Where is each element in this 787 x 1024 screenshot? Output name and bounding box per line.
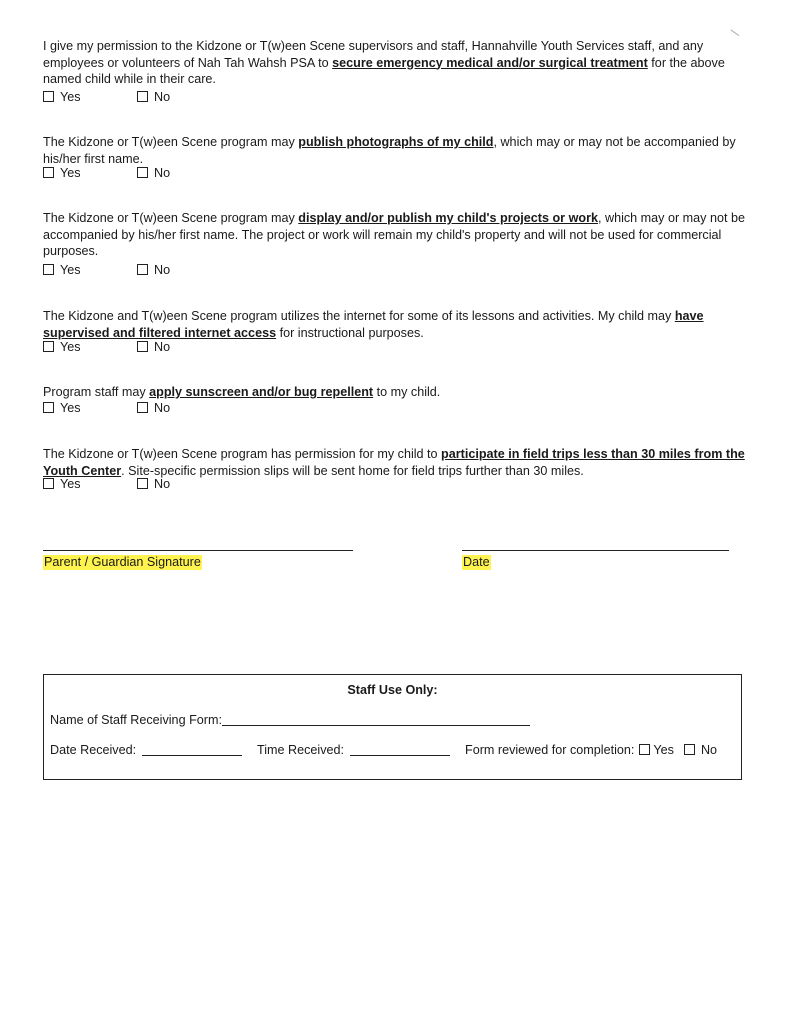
permission-projects-text bbox=[43, 210, 748, 260]
date-received-field[interactable] bbox=[142, 743, 242, 756]
projects-no-checkbox[interactable] bbox=[137, 262, 170, 278]
photographs-yes-checkbox[interactable] bbox=[43, 165, 81, 181]
reviewed-no-label: No bbox=[700, 743, 718, 757]
internet-no-checkbox[interactable] bbox=[137, 339, 170, 355]
permission-internet-text bbox=[43, 308, 748, 341]
checkbox-icon bbox=[137, 264, 148, 275]
time-received-row bbox=[257, 742, 450, 758]
permission-text-after: for the above named child while in their care. bbox=[43, 55, 725, 86]
guardian-signature-label: Parent / Guardian Signature bbox=[44, 555, 201, 569]
internet-yes-checkbox[interactable] bbox=[43, 339, 81, 355]
date-received-row bbox=[50, 742, 242, 758]
checkbox-icon bbox=[137, 167, 148, 178]
medical-yes-checkbox[interactable] bbox=[43, 89, 81, 105]
yes-label: Yes bbox=[60, 477, 81, 491]
checkbox-icon bbox=[43, 402, 54, 413]
projects-yes-checkbox[interactable] bbox=[43, 262, 81, 278]
no-label: No bbox=[154, 90, 171, 104]
reviewed-yes-label: Yes bbox=[653, 743, 674, 757]
permission-text-emphasis: display and/or publish my child's projects or work bbox=[298, 211, 598, 225]
medical-no-checkbox[interactable] bbox=[137, 89, 170, 105]
time-received-field[interactable] bbox=[350, 743, 450, 756]
reviewed-no-checkbox[interactable] bbox=[684, 744, 695, 755]
no-label: No bbox=[154, 477, 171, 491]
date-signature-label: Date bbox=[463, 555, 490, 569]
no-label: No bbox=[154, 340, 171, 354]
yes-label: Yes bbox=[60, 166, 81, 180]
guardian-signature-line[interactable] bbox=[43, 550, 353, 551]
yes-label: Yes bbox=[60, 90, 81, 104]
permission-text-after: . Site-specific permission slips will be sent home for field trips further than 30 miles. bbox=[121, 463, 584, 478]
field-trips-yes-checkbox[interactable] bbox=[43, 476, 81, 492]
date-received-label: Date Received: bbox=[50, 743, 137, 757]
staff-name-label: Name of Staff Receiving Form: bbox=[50, 713, 222, 727]
permission-text-emphasis: participate in field trips less than 30 miles from the Youth Center bbox=[43, 447, 745, 478]
permission-text-after: , which may or may not be accompanied by his/her first name. The project or work will remain my child's property and will not be used for commercial purposes. bbox=[43, 211, 745, 258]
checkbox-icon bbox=[43, 167, 54, 178]
yes-label: Yes bbox=[60, 263, 81, 277]
permission-text-before: Program staff may bbox=[43, 385, 150, 399]
date-signature-line[interactable] bbox=[462, 550, 729, 551]
staff-use-box bbox=[43, 674, 742, 780]
yes-label: Yes bbox=[60, 340, 81, 354]
checkbox-icon bbox=[43, 478, 54, 489]
no-label: No bbox=[154, 166, 171, 180]
checkbox-icon bbox=[137, 341, 148, 352]
time-received-label: Time Received: bbox=[257, 743, 345, 757]
photographs-no-checkbox[interactable] bbox=[137, 165, 170, 181]
permission-text-before: The Kidzone or T(w)een Scene program may bbox=[43, 135, 299, 149]
permission-text-emphasis: apply sunscreen and/or bug repellent bbox=[149, 385, 374, 399]
permission-medical-text bbox=[43, 38, 748, 88]
permission-text-before: The Kidzone and T(w)een Scene program utilizes the internet for some of its lessons and activities. My child may bbox=[43, 309, 675, 323]
permission-text-before: The Kidzone or T(w)een Scene program may bbox=[43, 211, 299, 225]
reviewed-label: Form reviewed for completion: bbox=[465, 743, 635, 757]
checkbox-icon bbox=[137, 402, 148, 413]
yes-label: Yes bbox=[60, 401, 81, 415]
permission-text-before: The Kidzone or T(w)een Scene program has permission for my child to bbox=[43, 447, 442, 461]
no-label: No bbox=[154, 263, 171, 277]
reviewed-row bbox=[465, 742, 717, 758]
permission-text-before: I give my permission to the Kidzone or T(w)een Scene supervisors and staff, Hannahville Youth Services staff, and any employees or volunteers of Nah Tah Wahsh PSA to bbox=[43, 39, 704, 70]
permission-text-after: to my child. bbox=[373, 385, 441, 399]
staff-use-title: Staff Use Only: bbox=[347, 683, 438, 697]
permission-sunscreen-text bbox=[43, 384, 748, 401]
checkbox-icon bbox=[43, 341, 54, 352]
checkbox-icon bbox=[43, 264, 54, 275]
sunscreen-yes-checkbox[interactable] bbox=[43, 400, 81, 416]
reviewed-yes-checkbox[interactable] bbox=[639, 744, 650, 755]
checkbox-icon bbox=[137, 478, 148, 489]
permission-photographs-text bbox=[43, 134, 748, 167]
permission-field-trips-text bbox=[43, 446, 748, 479]
field-trips-no-checkbox[interactable] bbox=[137, 476, 170, 492]
permission-text-after: for instructional purposes. bbox=[276, 325, 424, 340]
checkbox-icon bbox=[43, 91, 54, 102]
permission-text-emphasis: have supervised and filtered internet access bbox=[43, 309, 704, 340]
staff-name-row bbox=[50, 712, 530, 728]
sunscreen-no-checkbox[interactable] bbox=[137, 400, 170, 416]
staff-name-field[interactable] bbox=[222, 713, 530, 726]
no-label: No bbox=[154, 401, 171, 415]
permission-text-emphasis: publish photographs of my child bbox=[298, 135, 494, 149]
permission-text-emphasis: secure emergency medical and/or surgical treatment bbox=[332, 55, 648, 70]
checkbox-icon bbox=[137, 91, 148, 102]
permission-text-after: , which may or may not be accompanied by his/her first name. bbox=[43, 135, 736, 166]
